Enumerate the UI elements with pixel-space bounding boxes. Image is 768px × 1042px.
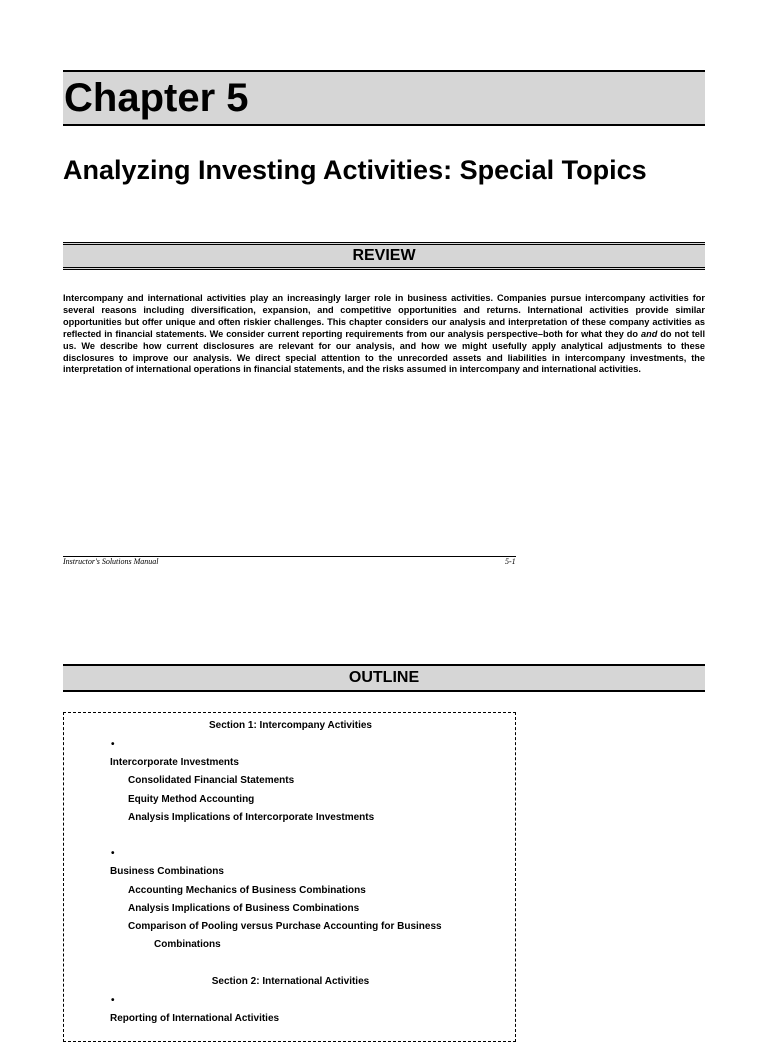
- outline-item: Equity Method Accounting: [128, 794, 255, 805]
- bullet-icon: •: [111, 995, 115, 1006]
- outline-section-2-title: Section 2: International Activities: [211, 976, 370, 987]
- outline-heading-bar: [63, 664, 705, 692]
- outline-group-business-combinations: Business Combinations: [110, 866, 224, 877]
- chapter-title: Chapter 5: [64, 76, 249, 120]
- outline-item: Accounting Mechanics of Business Combinations: [128, 885, 366, 896]
- review-text-emphasis: and: [641, 328, 658, 339]
- footer-manual-title: Instructor's Solutions Manual: [63, 557, 159, 566]
- outline-item-continuation: Combinations: [154, 939, 221, 950]
- bullet-icon: •: [111, 848, 115, 859]
- chapter-subtitle: Analyzing Investing Activities: Special Topics: [63, 155, 647, 185]
- outline-item: Consolidated Financial Statements: [128, 775, 295, 786]
- footer-page-number: 5-1: [505, 557, 516, 566]
- outline-section-1-title: Section 1: Intercompany Activities: [208, 720, 372, 731]
- bullet-icon: •: [111, 739, 115, 750]
- chapter-banner: [63, 70, 705, 126]
- outline-group-intercorporate-investments: Intercorporate Investments: [110, 757, 239, 768]
- review-text-part-1: Intercompany and international activities play an increasingly larger role in business activities. Companies pursue intercompany activities for several reasons including diversification, expansion, and competitive opportunities and returns. International activities provide similar opportunities but offer unique and often riskier challenges. This chapter considers our analysis and interpretation of these company activities as reflected in financial statements. We consider current reporting requirements from our analysis perspective–both for what they do: [63, 293, 705, 339]
- review-heading-bar: [63, 242, 705, 270]
- outline-item: Comparison of Pooling versus Purchase Accounting for Business: [128, 921, 442, 932]
- outline-item: Analysis Implications of Business Combinations: [128, 903, 360, 914]
- outline-heading: OUTLINE: [348, 669, 420, 686]
- review-text-part-2: do not tell us. We describe how current disclosures are relevant for our analysis, and how we might usefully apply analytical adjustments to these disclosures to improve our analysis. We direct special attention to the unrecorded assets and liabilities in intercompany investments, the interpretation of international operations in financial statements, and the risks assumed in intercompany and international activities.: [63, 328, 705, 375]
- review-paragraph: [63, 293, 705, 376]
- outline-box: [63, 712, 516, 1042]
- outline-item: Analysis Implications of Intercorporate Investments: [128, 812, 375, 823]
- review-heading: REVIEW: [352, 247, 416, 264]
- outline-group-reporting-international: Reporting of International Activities: [110, 1013, 280, 1024]
